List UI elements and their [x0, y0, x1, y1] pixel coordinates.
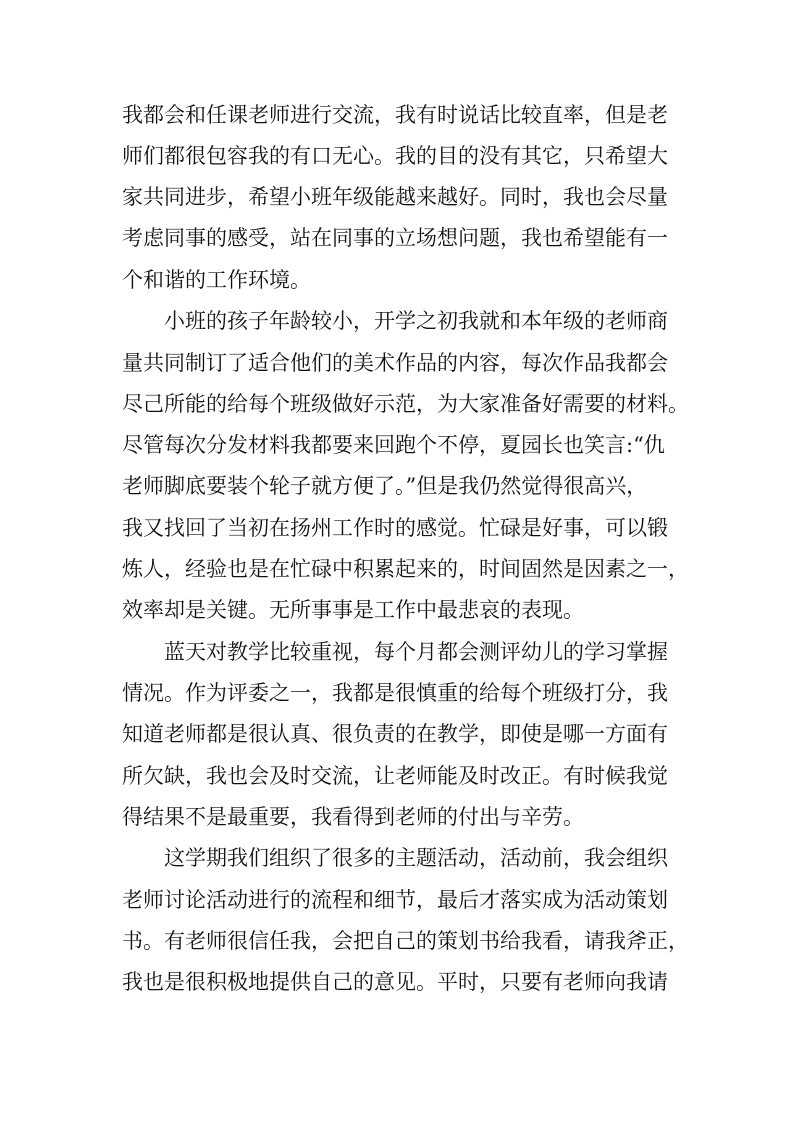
paragraph-line: 书。有老师很信任我，会把自己的策划书给我看，请我斧正，	[122, 929, 689, 953]
paragraph-line: 炼人，经验也是在忙碌中积累起来的，时间固然是因素之一，	[122, 557, 689, 581]
paragraph-line: 我也是很积极地提供自己的意见。平时，只要有老师向我请	[122, 970, 668, 994]
paragraph-line: 得结果不是最重要，我看得到老师的付出与辛劳。	[122, 805, 584, 829]
paragraph-line: 蓝天对教学比较重视，每个月都会测评幼儿的学习掌握	[164, 640, 668, 664]
paragraph-line: 效率却是关键。无所事事是工作中最悲哀的表现。	[122, 598, 584, 622]
paragraph-line: 我又找回了当初在扬州工作时的感觉。忙碌是好事，可以锻	[122, 516, 668, 540]
paragraph-line: 师们都很包容我的有口无心。我的目的没有其它，只希望大	[122, 144, 668, 168]
paragraph-line: 小班的孩子年龄较小，开学之初我就和本年级的老师商	[164, 309, 668, 333]
paragraph-line: 这学期我们组织了很多的主题活动，活动前，我会组织	[164, 846, 668, 870]
paragraph-line: 情况。作为评委之一，我都是很慎重的给每个班级打分，我	[122, 681, 668, 705]
paragraph-line: 所欠缺，我也会及时交流，让老师能及时改正。有时候我觉	[122, 764, 668, 788]
paragraph-line: 量共同制订了适合他们的美术作品的内容，每次作品我都会	[122, 351, 668, 375]
paragraph-line: 知道老师都是很认真、很负责的在教学，即使是哪一方面有	[122, 722, 668, 746]
paragraph-line: 家共同进步，希望小班年级能越来越好。同时，我也会尽量	[122, 185, 668, 209]
paragraph-line: 老师脚底要装个轮子就方便了。”但是我仍然觉得很高兴，	[122, 474, 648, 498]
paragraph-line: 考虑同事的感受，站在同事的立场想问题，我也希望能有一	[122, 226, 668, 250]
paragraph-line: 老师讨论活动进行的流程和细节，最后才落实成为活动策划	[122, 888, 668, 912]
paragraph-line: 尽己所能的给每个班级做好示范，为大家准备好需要的材料。	[122, 392, 689, 416]
paragraph-line: 尽管每次分发材料我都要来回跑个不停，夏园长也笑言:“仇	[122, 433, 665, 457]
paragraph-line: 个和谐的工作环境。	[122, 268, 311, 292]
paragraph-line: 我都会和任课老师进行交流，我有时说话比较直率，但是老	[122, 103, 668, 127]
